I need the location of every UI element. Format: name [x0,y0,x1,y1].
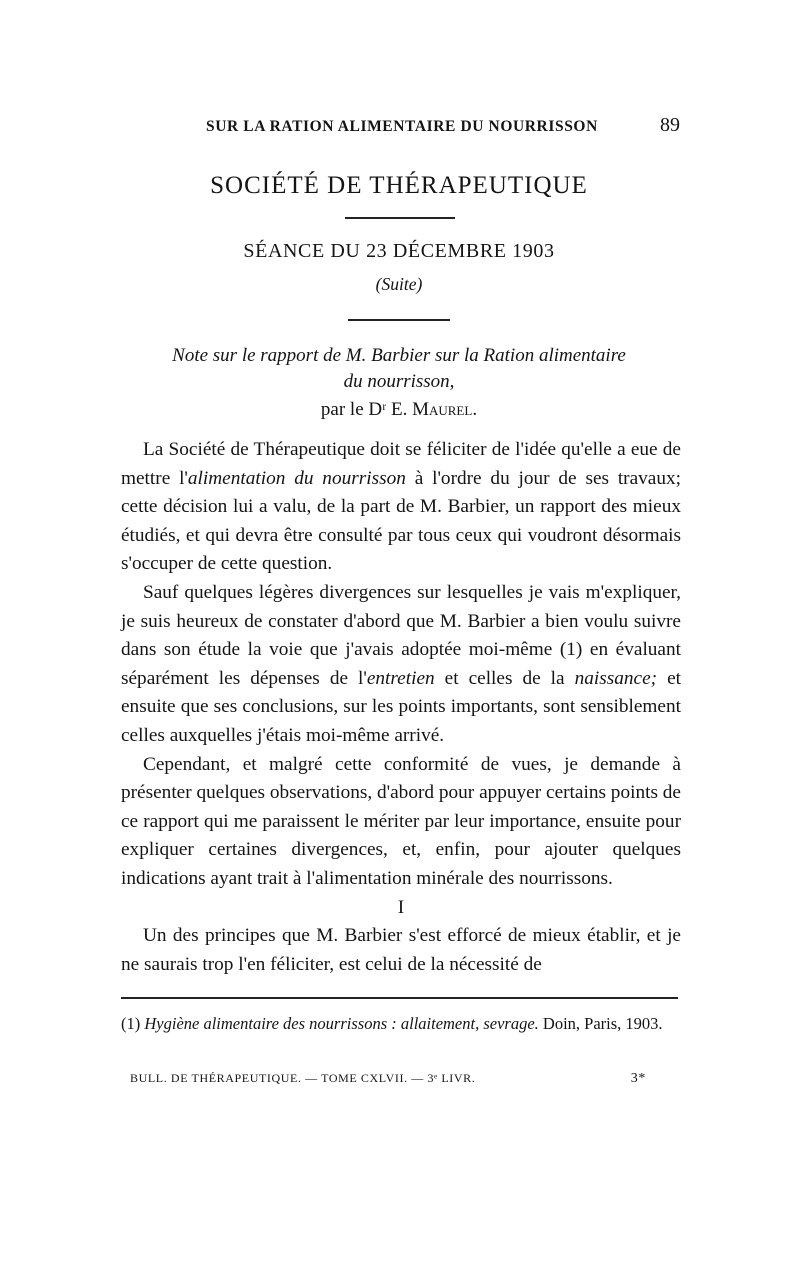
paragraph-1-text-b: à l'ordre du jour de ses travaux; cette décision lui a valu, de la part de M. Barbier, un rapport des mieux étudiés, et qui devra être consulté par tous ceux qui voudront désormais s'occuper de cette question. [121,467,682,575]
author-prefix: par le Dʳ E. [320,399,413,420]
session-title: SÉANCE DU 23 DÉCEMBRE 1903 [243,240,555,262]
note-title-line-2: du nourrisson, [343,371,455,392]
paragraph-2-emphasis-2: naissance; [574,667,658,689]
paragraph-2-text-b: et celles de la [434,667,575,689]
signature-mark: 3* [630,1071,646,1086]
paragraph-1-emphasis: alimentation du nourrisson [187,467,406,489]
section-number: I [397,896,405,918]
session-suite: (Suite) [375,274,423,294]
paragraph-1 [121,436,681,579]
society-title: SOCIÉTÉ DE THÉRAPEUTIQUE [210,172,588,199]
running-head [118,114,680,138]
section-divider [348,319,450,321]
footer-text: BULL. DE THÉRAPEUTIQUE. — TOME CXLVII. — 3ᵉ LIVR. [130,1071,476,1085]
paragraph-4: Un des principes que M. Barbier s'est efforcé de mieux établir, et je ne saurais trop l'en féliciter, est celui de la nécessité de [121,925,681,975]
page-number: 89 [660,114,680,136]
paragraph-2-emphasis-1: entretien [366,667,435,689]
footnote-title: Hygiène alimentaire des nourrissons : allaitement, sevrage. [144,1014,539,1033]
paragraph-3: Cependant, et malgré cette conformité de vues, je demande à présenter quelques observations, d'abord pour appuyer certains points de ce rapport qui me paraissent le mériter par leur importance, ensuite pour expliquer certaines divergences, et, enfin, pour ajouter quelques indications ayant trait à l'alimentation minérale des nourrissons. [121,753,681,889]
paragraph-2-text-a: Sauf quelques légères divergences sur lesquelles je vais m'expliquer, je suis heureux de constater d'abord que M. Barbier a bien voulu suivre dans son étude la voie que j'avais adoptée moi-même (1) en évaluant séparément les dépenses de l' [121,581,681,689]
footnote-marker: (1) [121,1014,145,1033]
footnote-publisher: Doin, Paris, 1903. [538,1014,663,1033]
author-name: Maurel. [412,399,478,420]
paragraph-2 [121,579,681,751]
footnote [121,1013,678,1035]
running-title: SUR LA RATION ALIMENTAIRE DU NOURRISSON [206,118,598,135]
note-title-line-1: Note sur le rapport de M. Barbier sur la Ration alimentaire [172,345,626,366]
note-title [118,343,680,395]
footnote-divider [121,997,678,999]
title-divider [345,217,455,219]
paragraph-1-text-a: La Société de Thérapeutique doit se féliciter de l'idée qu'elle a eue de mettre l' [121,439,681,489]
footer [130,1071,646,1086]
author-line [118,399,680,421]
paragraph-2-text-c: et ensuite que ses conclusions, sur les points importants, sont sensiblement celles auxquelles j'étais moi-même arrivé. [121,667,681,746]
body-text [121,436,681,979]
